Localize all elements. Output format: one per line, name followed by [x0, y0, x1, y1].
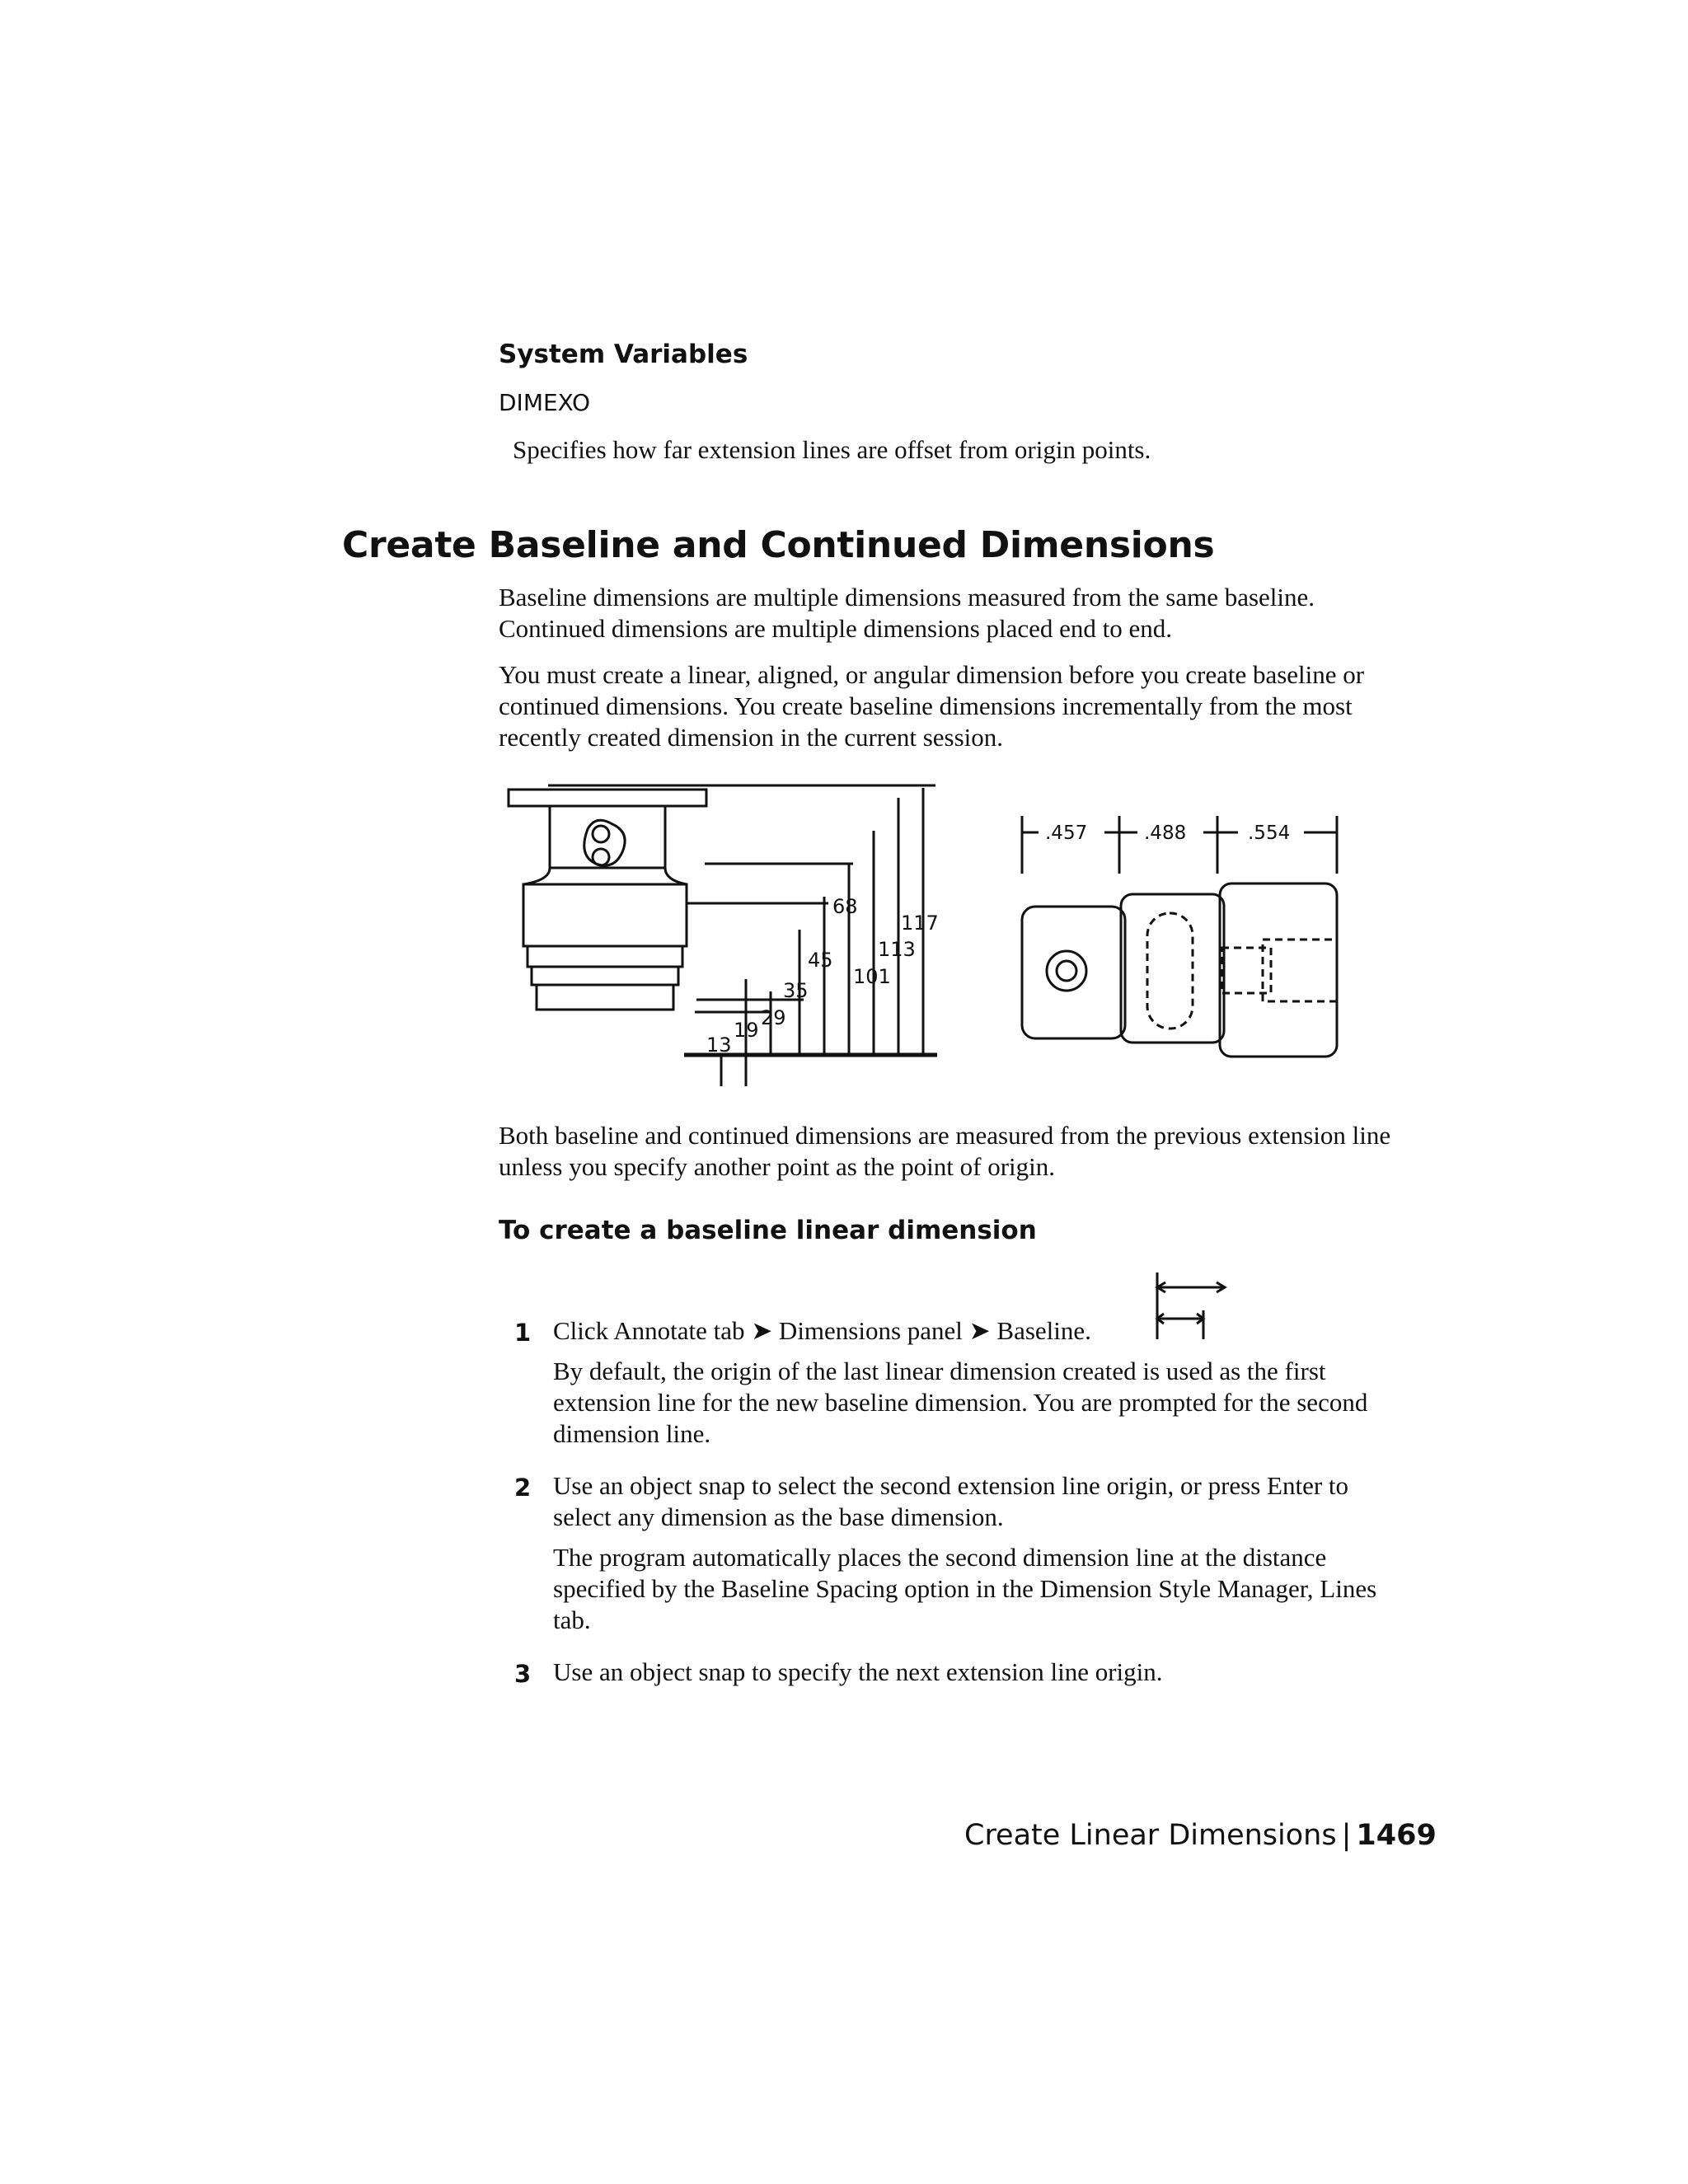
dim-label-101: 101: [853, 965, 891, 988]
dim-label-488: .488: [1144, 823, 1187, 844]
step-detail: The program automatically places the second dimension line at the distance specified by the Baseline Spacing option in the Dimension Style Manager, Lines tab.: [553, 1543, 1377, 1634]
section-title: Create Baseline and Continued Dimensions: [342, 524, 1215, 566]
system-variable-name: DIMEXO: [499, 389, 591, 416]
part-right-block: [1220, 883, 1337, 1057]
dim-label-113: 113: [878, 938, 916, 961]
dim-label-117: 117: [901, 912, 939, 935]
step-number: 3: [514, 1660, 532, 1688]
dim-label-457: .457: [1045, 823, 1088, 844]
dim-label-554: .554: [1248, 823, 1291, 844]
page-number: 1469: [1356, 1819, 1437, 1852]
footer-chapter: Create Linear Dimensions: [964, 1819, 1337, 1852]
dim-label-45: 45: [808, 949, 833, 972]
intro-paragraph: Baseline dimensions are multiple dimensions measured from the same baseline. Continued dimensions are multiple dimensions placed end to end.: [499, 583, 1315, 643]
part-top-plate: [509, 790, 706, 806]
step-number: 1: [514, 1319, 532, 1347]
dim-label-29: 29: [761, 1006, 786, 1029]
part-left-block: [1022, 907, 1125, 1038]
footer-separator: |: [1341, 1819, 1352, 1852]
baseline-dimension-icon: [1154, 1269, 1228, 1343]
origin-paragraph: Both baseline and continued dimensions are measured from the previous extension line unless you specify another point as the point of origin.: [499, 1121, 1391, 1181]
system-variables-heading: System Variables: [499, 340, 748, 369]
dim-label-35: 35: [783, 979, 809, 1002]
dim-label-13: 13: [706, 1033, 732, 1057]
dim-label-19: 19: [734, 1019, 759, 1042]
step-number: 2: [514, 1474, 532, 1502]
baseline-dimensions-figure: [499, 781, 944, 1094]
continued-dimensions-figure: [1015, 816, 1353, 1071]
step-detail: By default, the origin of the last linear dimension created is used as the first extension line for the new baseline dimension. You are prompted for the second dimension line.: [553, 1357, 1368, 1448]
step-text: Use an object snap to select the second extension line origin, or press Enter to select any dimension as the base dimension.: [553, 1471, 1349, 1531]
procedure-title: To create a baseline linear dimension: [499, 1216, 1037, 1245]
prerequisite-paragraph: You must create a linear, aligned, or angular dimension before you create baseline or continued dimensions. You create baseline dimensions incrementally from the most recently created dimension in the current session.: [499, 660, 1365, 752]
step-text: Click Annotate tab ➤ Dimensions panel ➤ Baseline.: [553, 1316, 1091, 1345]
system-variable-description: Specifies how far extension lines are offset from origin points.: [513, 435, 1151, 464]
page-footer: [964, 1819, 1437, 1852]
part-middle-block: [1121, 894, 1224, 1043]
step-text: Use an object snap to specify the next extension line origin.: [553, 1657, 1163, 1686]
dim-label-68: 68: [832, 895, 858, 918]
part-body: [523, 884, 687, 946]
